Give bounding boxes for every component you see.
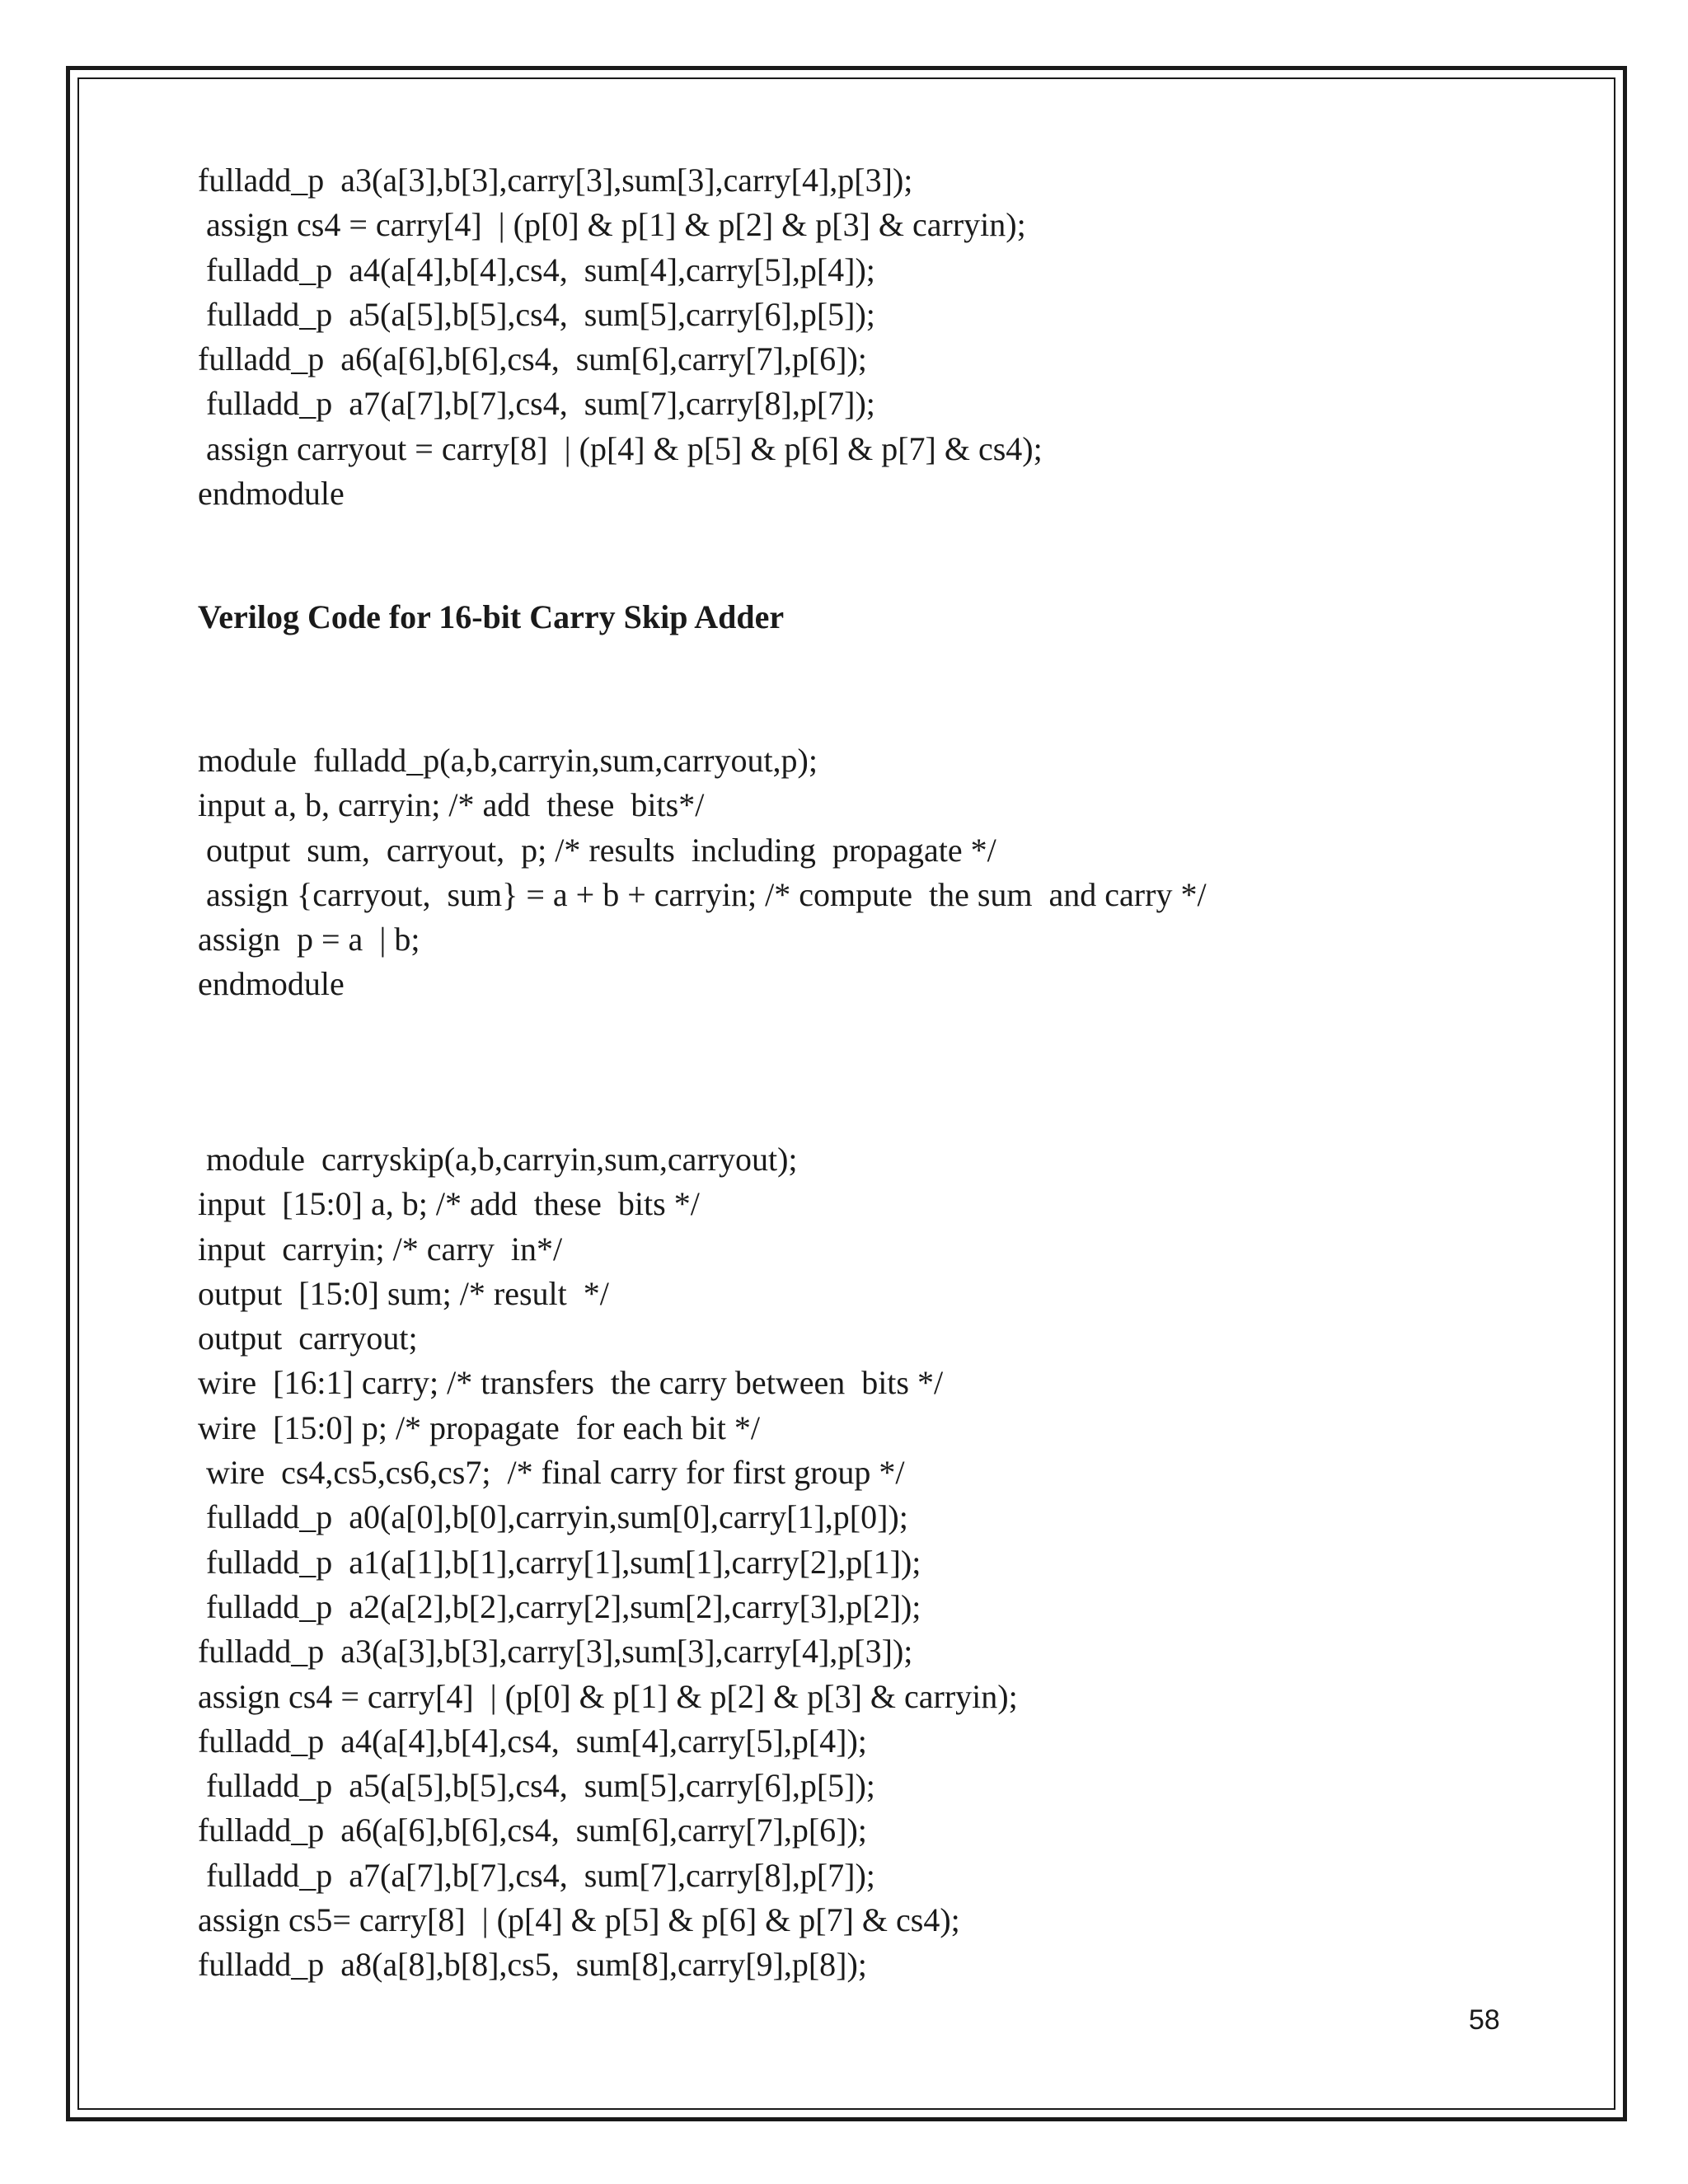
code-line: input carryin; /* carry in*/ — [198, 1230, 563, 1268]
code-line: fulladd_p a7(a[7],b[7],cs4, sum[7],carry[8],p[7]); — [198, 385, 875, 423]
section-heading: Verilog Code for 16-bit Carry Skip Adder — [198, 598, 785, 635]
code-line: fulladd_p a3(a[3],b[3],carry[3],sum[3],carry[4],p[3]); — [198, 162, 913, 199]
code-line: fulladd_p a5(a[5],b[5],cs4, sum[5],carry[6],p[5]); — [198, 295, 875, 333]
code-line: fulladd_p a6(a[6],b[6],cs4, sum[6],carry[7],p[6]); — [198, 1811, 867, 1849]
code-line: fulladd_p a5(a[5],b[5],cs4, sum[5],carry[6],p[5]); — [198, 1767, 875, 1805]
code-line: wire [16:1] carry; /* transfers the carry between bits */ — [198, 1364, 944, 1402]
code-line: fulladd_p a2(a[2],b[2],carry[2],sum[2],carry[3],p[2]); — [198, 1587, 921, 1625]
code-line: assign cs4 = carry[4] | (p[0] & p[1] & p[2] & p[3] & carryin); — [198, 1677, 1018, 1715]
page-number: 58 — [1469, 2004, 1500, 2036]
code-line: endmodule — [198, 475, 345, 513]
code-line: assign {carryout, sum} = a + b + carryin; /* compute the sum and carry */ — [198, 875, 1207, 913]
code-line: assign cs4 = carry[4] | (p[0] & p[1] & p[2] & p[3] & carryin); — [198, 206, 1026, 244]
code-line: fulladd_p a6(a[6],b[6],cs4, sum[6],carry[7],p[6]); — [198, 340, 867, 378]
code-line: assign carryout = carry[8] | (p[4] & p[5] & p[6] & p[7] & cs4); — [198, 429, 1043, 467]
code-block-continuation — [198, 158, 1533, 516]
code-line: module fulladd_p(a,b,carryin,sum,carryout,p); — [198, 742, 818, 779]
code-line: output sum, carryout, p; /* results including propagate */ — [198, 831, 996, 869]
code-line: fulladd_p a0(a[0],b[0],carryin,sum[0],carry[1],p[0]); — [198, 1498, 908, 1536]
code-line: input a, b, carryin; /* add these bits*/ — [198, 786, 705, 824]
code-block-fulladd — [198, 738, 1533, 1007]
code-line: output carryout; — [198, 1319, 418, 1357]
code-line: output [15:0] sum; /* result */ — [198, 1274, 609, 1312]
code-block-carryskip — [198, 1137, 1533, 1988]
code-line: fulladd_p a4(a[4],b[4],cs4, sum[4],carry[5],p[4]); — [198, 251, 875, 288]
code-line: fulladd_p a7(a[7],b[7],cs4, sum[7],carry[8],p[7]); — [198, 1856, 875, 1894]
code-line: fulladd_p a8(a[8],b[8],cs5, sum[8],carry[9],p[8]); — [198, 1946, 867, 1984]
code-line: fulladd_p a3(a[3],b[3],carry[3],sum[3],carry[4],p[3]); — [198, 1633, 913, 1671]
code-line: input [15:0] a, b; /* add these bits */ — [198, 1185, 700, 1223]
code-line: endmodule — [198, 965, 345, 1003]
code-line: wire cs4,cs5,cs6,cs7; /* final carry for first group */ — [198, 1454, 905, 1492]
code-line: fulladd_p a4(a[4],b[4],cs4, sum[4],carry[5],p[4]); — [198, 1722, 867, 1760]
code-line: assign p = a | b; — [198, 921, 420, 958]
code-line: assign cs5= carry[8] | (p[4] & p[5] & p[6] & p[7] & cs4); — [198, 1901, 960, 1939]
code-line: fulladd_p a1(a[1],b[1],carry[1],sum[1],carry[2],p[1]); — [198, 1543, 921, 1581]
code-line: module carryskip(a,b,carryin,sum,carryout); — [198, 1141, 798, 1178]
code-line: wire [15:0] p; /* propagate for each bit */ — [198, 1408, 760, 1446]
